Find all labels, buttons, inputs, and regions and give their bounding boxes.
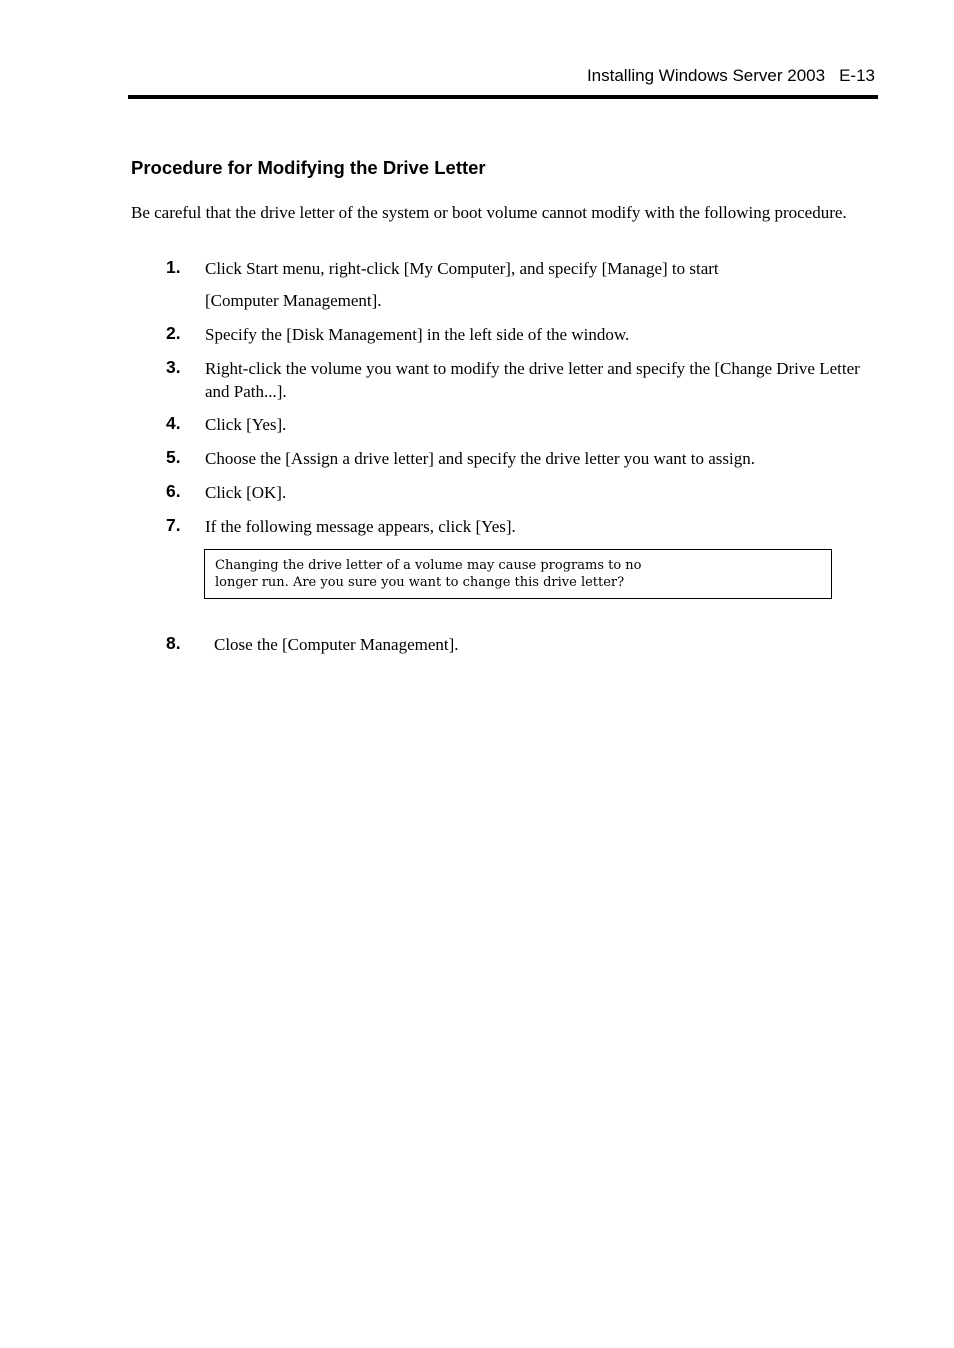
section-title: Procedure for Modifying the Drive Letter [131, 157, 486, 178]
header-rule [128, 95, 878, 99]
step-text: Specify the [Disk Management] in the left side of the window. [205, 325, 630, 344]
step-text: Close the [Computer Management]. [214, 635, 459, 654]
step-text: Click [OK]. [205, 483, 287, 502]
step-number: 7. [166, 515, 181, 535]
header-title: Installing Windows Server 2003 [586, 66, 826, 85]
step-number: 2. [166, 323, 181, 343]
message-line: longer run. Are you sure you want to change this drive letter? [215, 575, 625, 590]
step-text-continued: [Computer Management]. [205, 291, 382, 310]
step-text: Choose the [Assign a drive letter] and specify the drive letter you want to assign. [205, 449, 755, 468]
running-header [587, 66, 875, 86]
step-text: Click Start menu, right-click [My Computer], and specify [Manage] to start [205, 259, 719, 278]
step-number: 6. [166, 481, 181, 501]
step-number: 5. [166, 447, 181, 467]
step-number: 1. [166, 257, 181, 277]
page-number: E-13 [839, 66, 875, 85]
message-box [204, 549, 832, 599]
step-text: Click [Yes]. [205, 415, 287, 434]
step-number: 8. [166, 633, 181, 653]
step-number: 3. [166, 357, 181, 377]
step-text: If the following message appears, click [Yes]. [205, 517, 516, 536]
step-text: Right-click the volume you want to modify the drive letter and specify the [Change Drive Letter and Path...]. [205, 359, 860, 401]
message-line: Changing the drive letter of a volume may cause programs to no [215, 558, 642, 573]
intro-paragraph: Be careful that the drive letter of the system or boot volume cannot modify with the following procedure. [131, 203, 847, 222]
step-number: 4. [166, 413, 181, 433]
